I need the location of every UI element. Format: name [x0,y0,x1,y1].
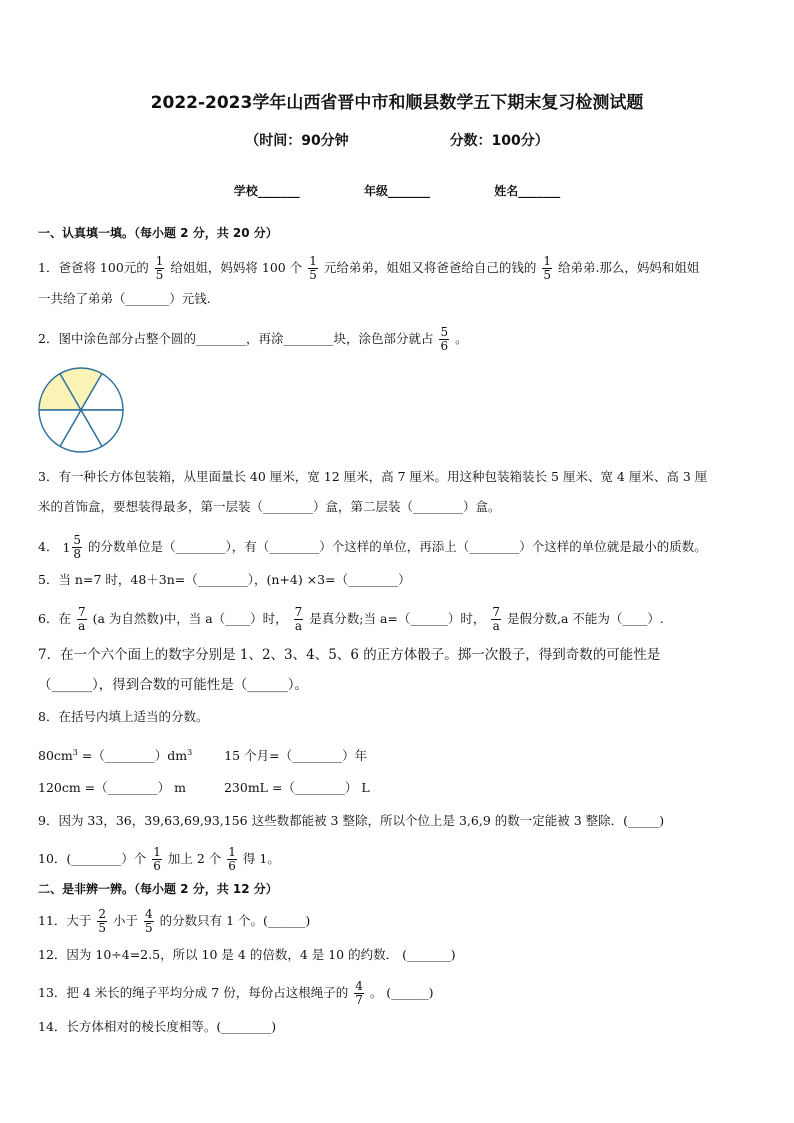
question-7-line2: （______），得到合数的可能性是（______）。 [38,677,308,693]
fraction-numerator: 1 [155,254,164,268]
q2-text-b: 。 [455,331,468,346]
fraction [439,326,449,353]
q8-r2-text-b: 230mL =（________） L [223,780,370,795]
fraction-numerator: 2 [98,907,107,921]
question-9: 9．因为 33，36，39,63,69,93,156 这些数都能被 3 整除，所以个位上是 3,6,9 的数一定能被 3 整除．(_____) [38,813,665,828]
fraction-numerator: 1 [153,845,161,859]
q6-text-d: 是假分数,a 不能为（____）. [507,611,664,626]
school-field: 学校_______ [233,184,300,198]
q10-text-c: 得 1。 [242,851,280,866]
fraction [72,534,82,561]
q6-text-c: 是真分数;当 a=（______）时， [309,611,486,626]
fraction-numerator: 7 [294,605,303,619]
fraction-numerator: 5 [440,325,449,339]
fraction-denominator: a [78,619,86,633]
question-3-line2: 米的首饰盒，要想装得最多，第一层装（________）盒，第二层装（________）盒。 [38,499,501,514]
mixed-whole: 1 [62,539,71,555]
fraction-denominator: 6 [153,859,161,873]
q11-text-a: 11．大于 [38,913,92,928]
score-label: 分数：100分） [449,133,549,149]
fraction-numerator: 4 [145,907,153,921]
section-2-heading: 二、是非辨一辨。（每小题 2 分，共 12 分） [38,882,278,896]
q10-text-b: 加上 2 个 [167,851,222,866]
q8-r1-superscript: 3 [72,748,78,757]
question-7-line1: 7．在一个六个面上的数字分别是 1、2、3、4、5、6 的正方体骰子。掷一次骰子，得到奇数的可能性是 [38,647,661,663]
question-14: 14．长方体相对的棱长度相等。(________) [38,1019,277,1034]
q1-text-c: 元给弟弟，姐姐又将爸爸给自己的钱的 [323,260,537,275]
question-5: 5．当 n=7 时，48＋3n=（________），(n+4) ×3=（________） [38,572,411,587]
question-8-row2 [38,779,370,797]
q11-text-c: 的分数只有 1 个。(______) [159,913,311,928]
fraction-denominator: 5 [98,921,107,935]
mixed-number [62,534,84,561]
question-1-line2: 一共给了弟弟（_______）元钱. [38,291,211,306]
circle-figure [37,366,125,454]
fraction-numerator: 7 [77,605,86,619]
section-1-heading: 一、认真填一填。（每小题 2 分，共 20 分） [38,226,278,240]
q1-text-a: 1．爸爸将 100元的 [38,260,149,275]
q8-r1-text-c: 15 个月=（________）年 [224,748,368,764]
fraction-denominator: 5 [145,921,153,935]
fraction [152,846,162,873]
q6-text-b: (a 为自然数)中，当 a（____）时， [92,611,288,626]
question-11 [38,908,310,935]
q1-text-b: 给姐姐，妈妈将 100 个 [170,260,303,275]
question-8-row1 [38,744,367,765]
fraction [97,908,107,935]
name-field: 姓名_______ [494,184,561,198]
q11-text-b: 小于 [113,913,139,928]
q8-r1-superscript-2: 3 [187,748,193,757]
question-1 [38,255,699,282]
fraction-denominator: a [294,619,303,633]
question-6 [38,606,664,633]
question-4 [38,534,707,561]
q8-r1-text-a: 80cm [38,748,73,764]
q13-text-a: 13．把 4 米长的绳子平均分成 7 份，每份占这根绳子的 [38,985,349,1000]
fraction [354,980,364,1007]
fraction-denominator: 5 [543,268,551,282]
fraction [308,255,318,282]
fraction [155,255,165,282]
exam-meta [0,130,794,150]
student-info [0,182,794,199]
fraction [294,606,304,633]
q2-text-a: 2．图中涂色部分占整个圆的________，再涂________块，涂色部分就占 [38,331,434,346]
page-title: 2022-2023学年山西省晋中市和顺县数学五下期末复习检测试题 [150,93,644,113]
fraction-denominator: 5 [155,268,164,282]
question-8-heading: 8．在括号内填上适当的分数。 [38,709,209,724]
fraction-numerator: 1 [228,845,236,859]
fraction-numerator: 4 [355,979,363,993]
fraction [144,908,154,935]
fraction-numerator: 1 [543,254,551,268]
question-2 [38,326,468,353]
fraction [227,846,237,873]
q4-text-a: 4． [38,539,59,554]
fraction-denominator: 5 [309,268,317,282]
grade-field: 年级_______ [363,184,430,198]
q8-r2-text-a: 120cm =（________） m [38,780,186,795]
question-3-line1: 3．有一种长方体包装箱，从里面量长 40 厘米，宽 12 厘米，高 7 厘米。用这种包装箱装长 5 厘米、宽 4 厘米、高 3 厘 [38,469,708,484]
q4-text-b: 的分数单位是（________），有（________）个这样的单位，再添上（________）个这样的单位就是最小的质数。 [88,539,707,554]
fraction-numerator: 5 [73,533,82,547]
q6-text-a: 6．在 [38,611,71,626]
q8-r1-text-b: =（________）dm [77,748,188,764]
fraction [77,606,87,633]
fraction [542,255,552,282]
q13-text-b: 。 (______) [369,985,434,1000]
fraction-numerator: 1 [309,254,317,268]
fraction-numerator: 7 [492,605,501,619]
fraction-denominator: 8 [73,547,82,561]
fraction-denominator: 6 [228,859,236,873]
fraction-denominator: 6 [440,339,449,353]
q1-text-d: 给弟弟.那么，妈妈和姐姐 [557,260,700,275]
question-10 [38,846,280,873]
question-12: 12．因为 10÷4=2.5，所以 10 是 4 的倍数，4 是 10 的约数． (_______) [38,947,456,962]
fraction-denominator: a [492,619,500,633]
q10-text-a: 10．(________）个 [38,851,147,866]
question-13 [38,980,434,1007]
time-label: （时间：90分钟 [245,133,349,149]
fraction [491,606,501,633]
fraction-denominator: 7 [355,993,363,1007]
